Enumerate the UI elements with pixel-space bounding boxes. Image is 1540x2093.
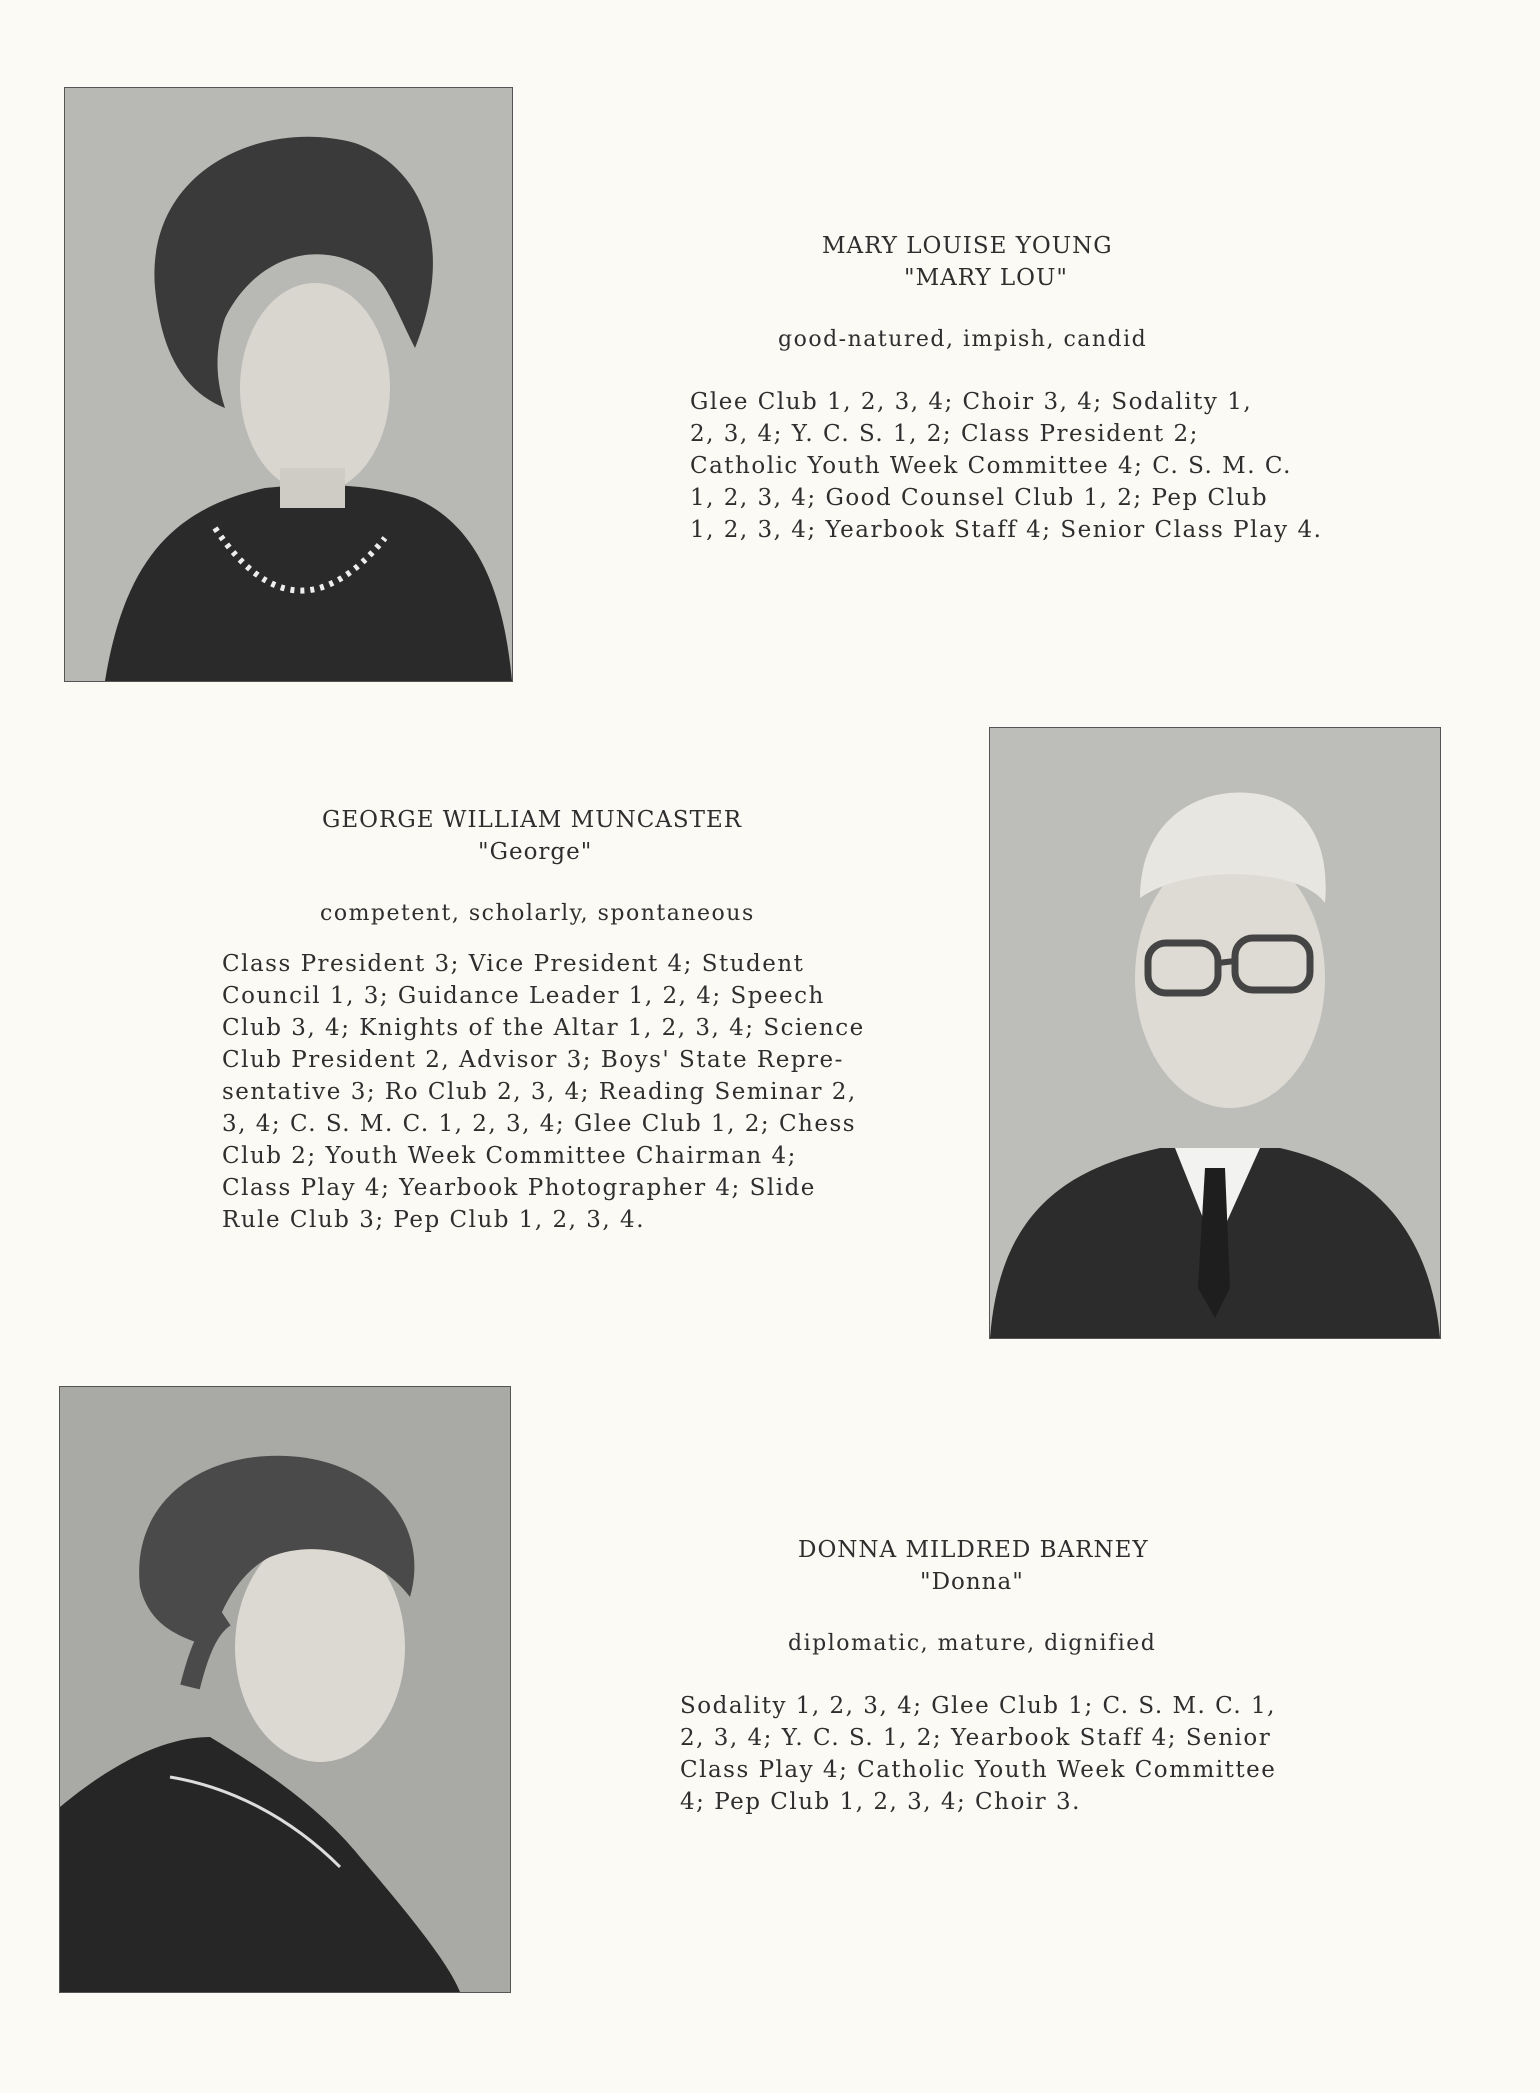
student-name: MARY LOUISE YOUNG: [822, 233, 1113, 259]
student-name: GEORGE WILLIAM MUNCASTER: [322, 807, 743, 833]
student-activities: Class President 3; Vice President 4; Student Council 1, 3; Guidance Leader 1, 2, 4; Speech Club 3, 4; Knights of the Altar 1, 2, 3, 4; Science Club President 2, Advisor 3; Boys' State Repre- sentative 3; Ro Club 2, 3, 4; Reading Seminar 2, 3, 4; C. S. M. C. 1, 2, 3, 4; Glee Club 1, 2; Chess Club 2; Youth Week Committee Chairman 4; Class Play 4; Yearbook Photographer 4; Slide Rule Club 3; Pep Club 1, 2, 3, 4.: [222, 951, 865, 1233]
student-activities: Sodality 1, 2, 3, 4; Glee Club 1; C. S. M. C. 1, 2, 3, 4; Y. C. S. 1, 2; Yearbook Staff 4; Senior Class Play 4; Catholic Youth Week Committee 4; Pep Club 1, 2, 3, 4; Choir 3.: [680, 1693, 1277, 1815]
student-entry-george-william-muncaster: [222, 804, 942, 1236]
student-traits: diplomatic, mature, dignified: [788, 1631, 1157, 1656]
student-traits: good-natured, impish, candid: [778, 327, 1148, 352]
portrait-photo-mary-louise-young: [64, 87, 513, 682]
portrait-photo-donna-mildred-barney: [59, 1386, 511, 1993]
student-activities: Glee Club 1, 2, 3, 4; Choir 3, 4; Sodality 1, 2, 3, 4; Y. C. S. 1, 2; Class President 2; Catholic Youth Week Committee 4; C. S. M. C. 1, 2, 3, 4; Good Counsel Club 1, 2; Pep Club 1, 2, 3, 4; Yearbook Staff 4; Senior Class Play 4.: [690, 389, 1323, 543]
student-nickname: "George": [478, 839, 593, 865]
student-nickname: "MARY LOU": [904, 265, 1068, 291]
student-entry-donna-mildred-barney: [680, 1534, 1400, 1818]
student-entry-mary-louise-young: [690, 230, 1390, 546]
portrait-photo-george-william-muncaster: [989, 727, 1441, 1339]
student-traits: competent, scholarly, spontaneous: [320, 901, 755, 926]
student-name: DONNA MILDRED BARNEY: [798, 1537, 1149, 1563]
student-nickname: "Donna": [920, 1569, 1024, 1595]
